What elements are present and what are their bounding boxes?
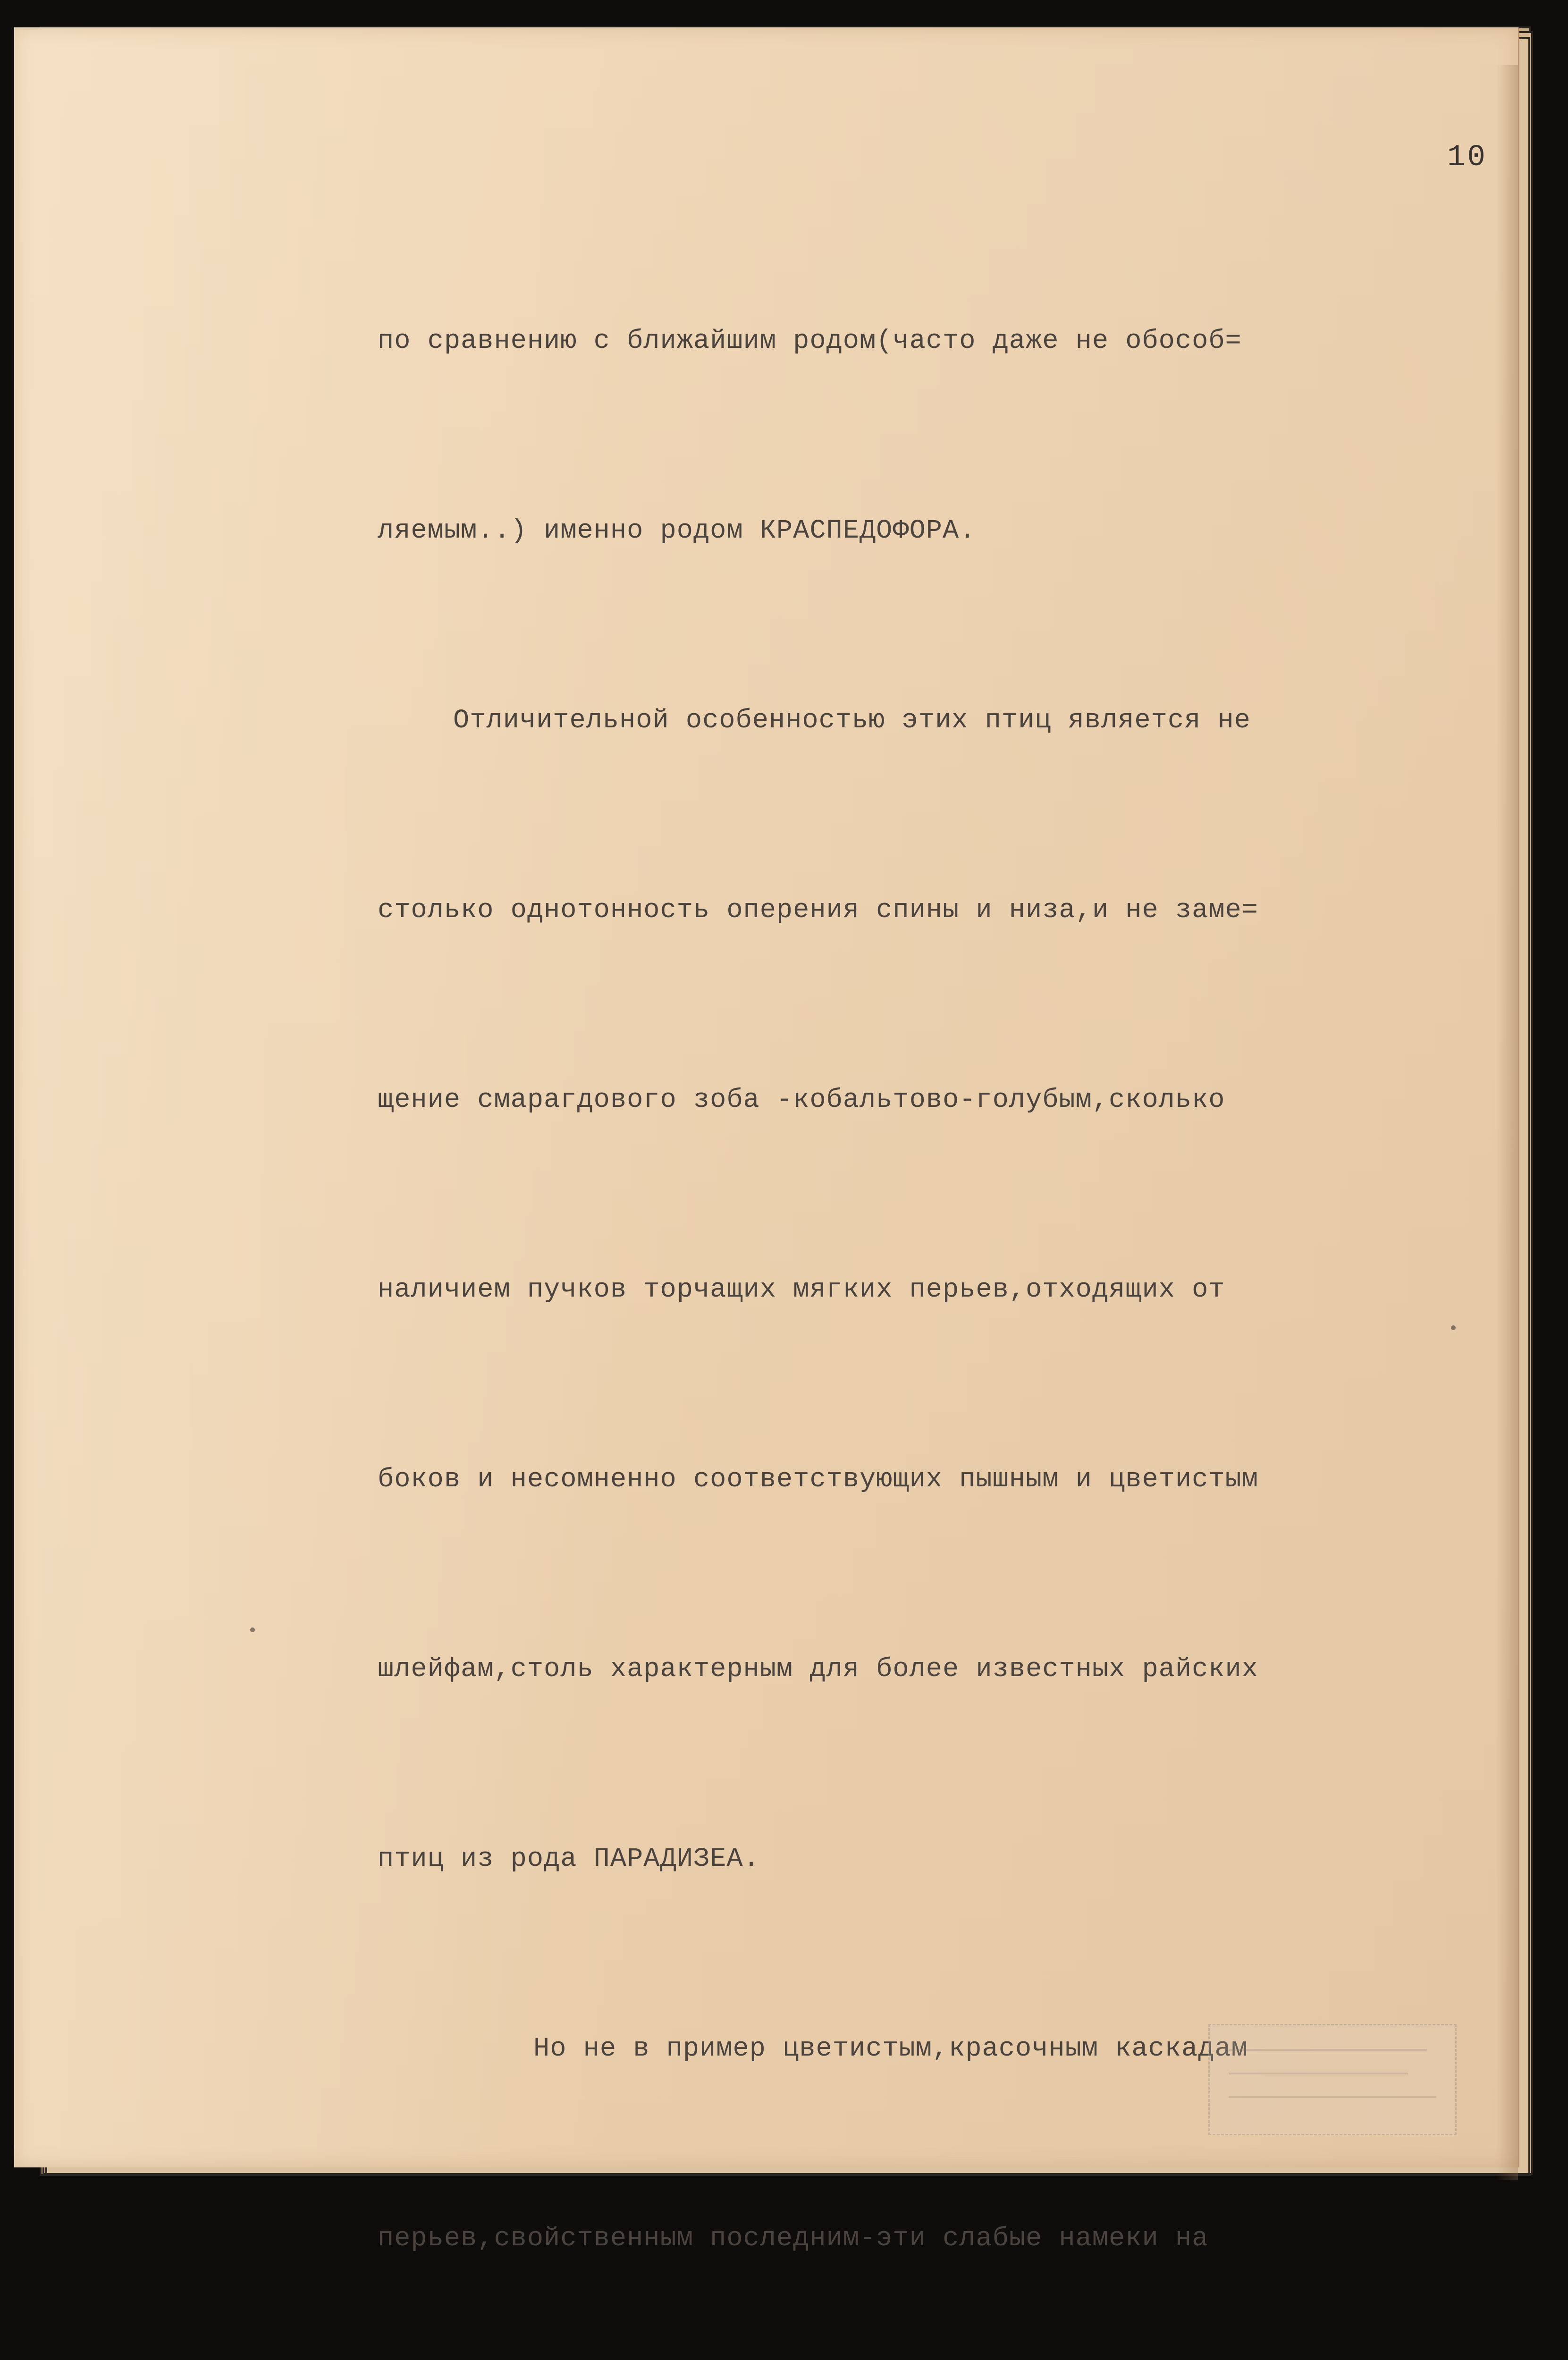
page-edge-shadow [1496,65,1518,2180]
paper-blemish [1451,1325,1456,1330]
text-line: по сравнению с ближайшим родом(часто даже не обособ= [378,326,1242,356]
paper-blemish [250,1627,255,1632]
text-line: столько однотонность оперения спины и низа,и не заме= [378,895,1258,926]
text-line: ляемым..) именно родом КРАСПЕДОФОРА. [378,516,976,546]
typewritten-page [14,27,1519,2254]
text-line: перьев,свойственным последним-эти слабые намеки на [378,2224,1209,2254]
paragraph-first-line: Отличительной особенностью этих птиц является не [453,706,1251,736]
stamp-rule [1229,2049,1427,2051]
text-line: наличием пучков торчащих мягких перьев,отходящих от [378,1275,1225,1305]
faded-archive-stamp [1208,2024,1457,2135]
paragraph-first-line: Но не в пример цветистым,красочным каскадам [533,2034,1248,2064]
text-line: боков и несомненно соответствующих пышным и цветистым [378,1465,1258,1495]
page-number: 10 [1447,141,1487,175]
text-line: шлейфам,столь характерным для более известных райских [378,1654,1258,1685]
stamp-rule [1229,2096,1436,2098]
text-line: птиц из рода ПАРАДИЗЕА. [378,1844,760,1874]
stamp-rule [1229,2073,1408,2074]
text-line: щение смарагдового зоба -кобальтово-голубым,сколько [378,1085,1225,1115]
